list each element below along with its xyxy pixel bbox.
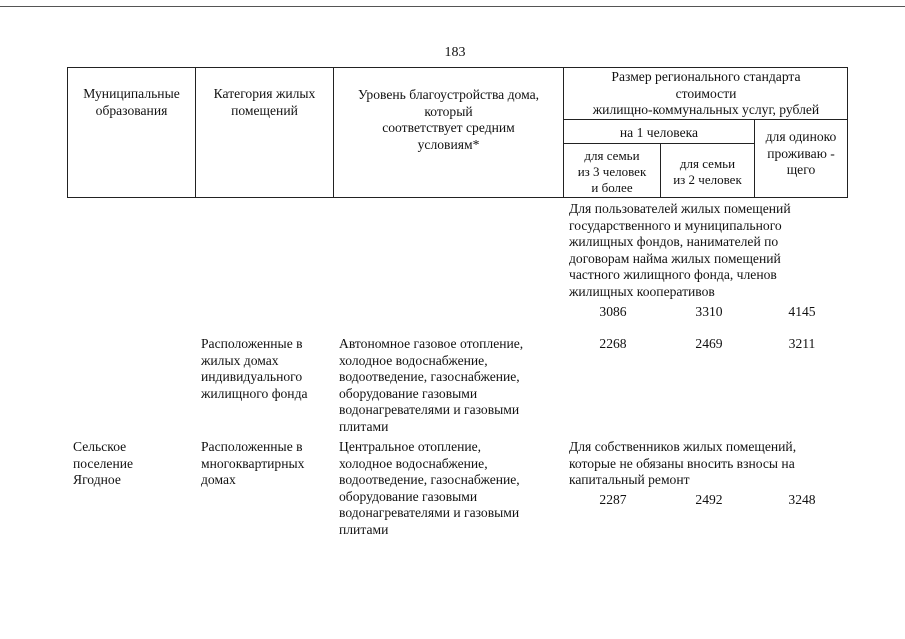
header-bottom-line: [67, 197, 848, 198]
page-number: 183: [444, 45, 466, 60]
row2-value-family3: 2268: [599, 336, 627, 351]
per-person-line: [563, 143, 754, 144]
row2-value-single: 3211: [788, 336, 816, 351]
row1-value-single: 4145: [788, 304, 816, 319]
row2-value-family2: 2469: [695, 336, 723, 351]
row3-value-family2: 2492: [695, 492, 723, 507]
header-size: Размер регионального стандарта стоимости жилищно-коммунальных услуг, рублей: [592, 69, 820, 117]
row3-category: Расположенные в многоквартирных домах: [201, 439, 305, 487]
header-level: Уровень благоустройства дома, который соответствует средним условиям*: [357, 87, 540, 152]
row1-value-family2: 3310: [695, 304, 723, 319]
row3-value-single: 3248: [788, 492, 816, 507]
header-family3: для семьи из 3 человек и более: [577, 148, 647, 195]
header-top-line: [67, 67, 848, 68]
size-subheader-line: [563, 119, 848, 120]
row3-level: Центральное отопление, холодное водоснабжение, водоотведение, газоснабжение, оборудование газовыми водонагревателями и газовыми плитами: [339, 439, 520, 537]
header-category: Категория жилых помещений: [213, 86, 316, 118]
header-municipal: Муниципальные образования: [83, 86, 180, 118]
row1-value-family3: 3086: [599, 304, 627, 319]
note-owners: Для собственников жилых помещений, которые не обязаны вносить взносы на капитальный ремонт: [569, 439, 797, 487]
header-per-person: на 1 человека: [619, 125, 699, 140]
header-family2: для семьи из 2 человек: [673, 156, 742, 187]
row2-category: Расположенные в жилых домах индивидуального жилищного фонда: [201, 336, 308, 401]
row3-municipal: Сельское поселение Ягодное: [73, 439, 134, 487]
note-tenants: Для пользователей жилых помещений государственного и муниципального жилищных фондов, нанимателей по договорам найма жилых помещений частного жилищного фонда, членов жилищных кооперативов: [569, 201, 791, 299]
header-single: для одиноко проживаю - щего: [765, 129, 837, 177]
row3-value-family3: 2287: [599, 492, 627, 507]
row2-level: Автономное газовое отопление, холодное водоснабжение, водоотведение, газоснабжение, оборудование газовыми водонагревателями и газовыми плитами: [339, 336, 524, 434]
scan-top-border: [0, 6, 905, 7]
